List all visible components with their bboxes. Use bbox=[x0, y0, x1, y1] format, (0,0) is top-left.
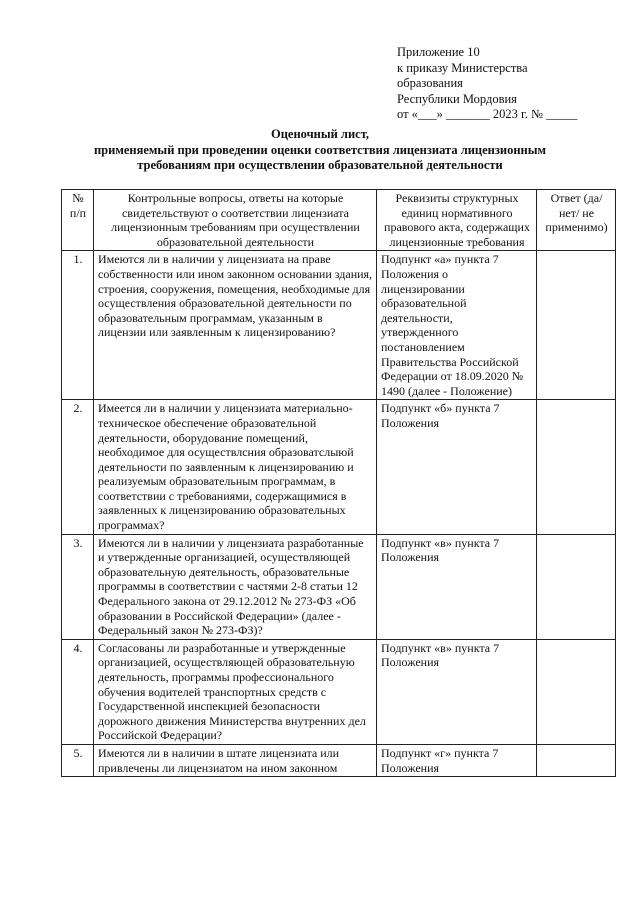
row-requisites: Подпункт «г» пункта 7 Положения bbox=[377, 744, 537, 776]
row-number: 4. bbox=[62, 639, 94, 744]
row-requisites: Подпункт «а» пункта 7 Положения о лицензировании образовательной деятельности, утвержденного постановлением Правительства Российской Федерации от 18.09.2020 № 1490 (далее - Положение) bbox=[377, 251, 537, 400]
row-answer bbox=[537, 251, 616, 400]
row-question: Имеются ли в наличии у лицензиата разработанные и утвержденные организацией, осуществляющей образовательную деятельность, образовательные программы в соответствии с частями 2-8 статьи 12 Федерального закона от 29.12.2012 № 273-ФЗ «Об образовании в Российской Федерации» (далее - Федеральный закон № 273-ФЗ)? bbox=[94, 534, 377, 639]
row-answer bbox=[537, 639, 616, 744]
header-question: Контрольные вопросы, ответы на которые свидетельствуют о соответствии лицензиата лицензионным требованиям при осуществлении образовательной деятельности bbox=[94, 190, 377, 251]
title-line: Оценочный лист, bbox=[270, 127, 370, 141]
row-answer bbox=[537, 534, 616, 639]
row-requisites: Подпункт «в» пункта 7 Положения bbox=[377, 534, 537, 639]
header-answer: Ответ (да/нет/ не применимо) bbox=[537, 190, 616, 251]
title-line: требованиям при осуществлении образовательной деятельности bbox=[137, 158, 503, 172]
row-question: Согласованы ли разработанные и утвержденные организацией, осуществляющей образовательную деятельность, программы профессионального обучения водителей транспортных средств с Государственной инспекцией безопасности дорожного движения Министерства внутренних дел Российской Федерации? bbox=[94, 639, 377, 744]
row-question: Имеются ли в наличии у лицензиата на праве собственности или ином законном основании здания, строения, сооружения, помещения, необходимые для осуществления образовательной деятельности по образовательным программам, указанным в лицензии или заявленным к лицензированию? bbox=[94, 251, 377, 400]
document-title bbox=[40, 127, 600, 174]
table-row bbox=[62, 534, 616, 639]
title-line: применяемый при проведении оценки соответствия лицензиата лицензионным bbox=[93, 142, 547, 157]
row-answer bbox=[537, 744, 616, 776]
appendix-line: образования bbox=[397, 76, 463, 91]
table-row bbox=[62, 251, 616, 400]
row-requisites: Подпункт «б» пункта 7 Положения bbox=[377, 400, 537, 534]
appendix-line: от «___» _______ 2023 г. № _____ bbox=[397, 107, 578, 122]
row-question: Имеется ли в наличии у лицензиата материально-техническое обеспечение образовательной деятельности, оборудование помещений, необходимое для осуществлсния образоватслыюй деятельности по заявленным к лицензированию и реализуемым образовательным программам, в соответствии с требованиями, содержащимися в заявленных к лицензированию образовательных программах? bbox=[94, 400, 377, 534]
header-requisites: Реквизиты структурных единиц нормативного правового акта, содержащих лицензионные требования bbox=[377, 190, 537, 251]
evaluation-table bbox=[61, 189, 616, 777]
header-number: № п/п bbox=[62, 190, 94, 251]
table-row bbox=[62, 400, 616, 534]
table-row bbox=[62, 744, 616, 776]
row-requisites: Подпункт «в» пункта 7 Положения bbox=[377, 639, 537, 744]
row-question: Имеются ли в наличии в штате лицензиата или привлечены ли лицензиатом на ином законном bbox=[94, 744, 377, 776]
row-answer bbox=[537, 400, 616, 534]
appendix-line: к приказу Министерства bbox=[397, 60, 528, 75]
table-row bbox=[62, 639, 616, 744]
row-number: 1. bbox=[62, 251, 94, 400]
row-number: 3. bbox=[62, 534, 94, 639]
appendix-line: Приложение 10 bbox=[397, 45, 480, 59]
row-number: 2. bbox=[62, 400, 94, 534]
appendix-note bbox=[397, 45, 597, 123]
appendix-line: Республики Мордовия bbox=[397, 91, 517, 106]
table-header-row bbox=[62, 190, 616, 251]
row-number: 5. bbox=[62, 744, 94, 776]
